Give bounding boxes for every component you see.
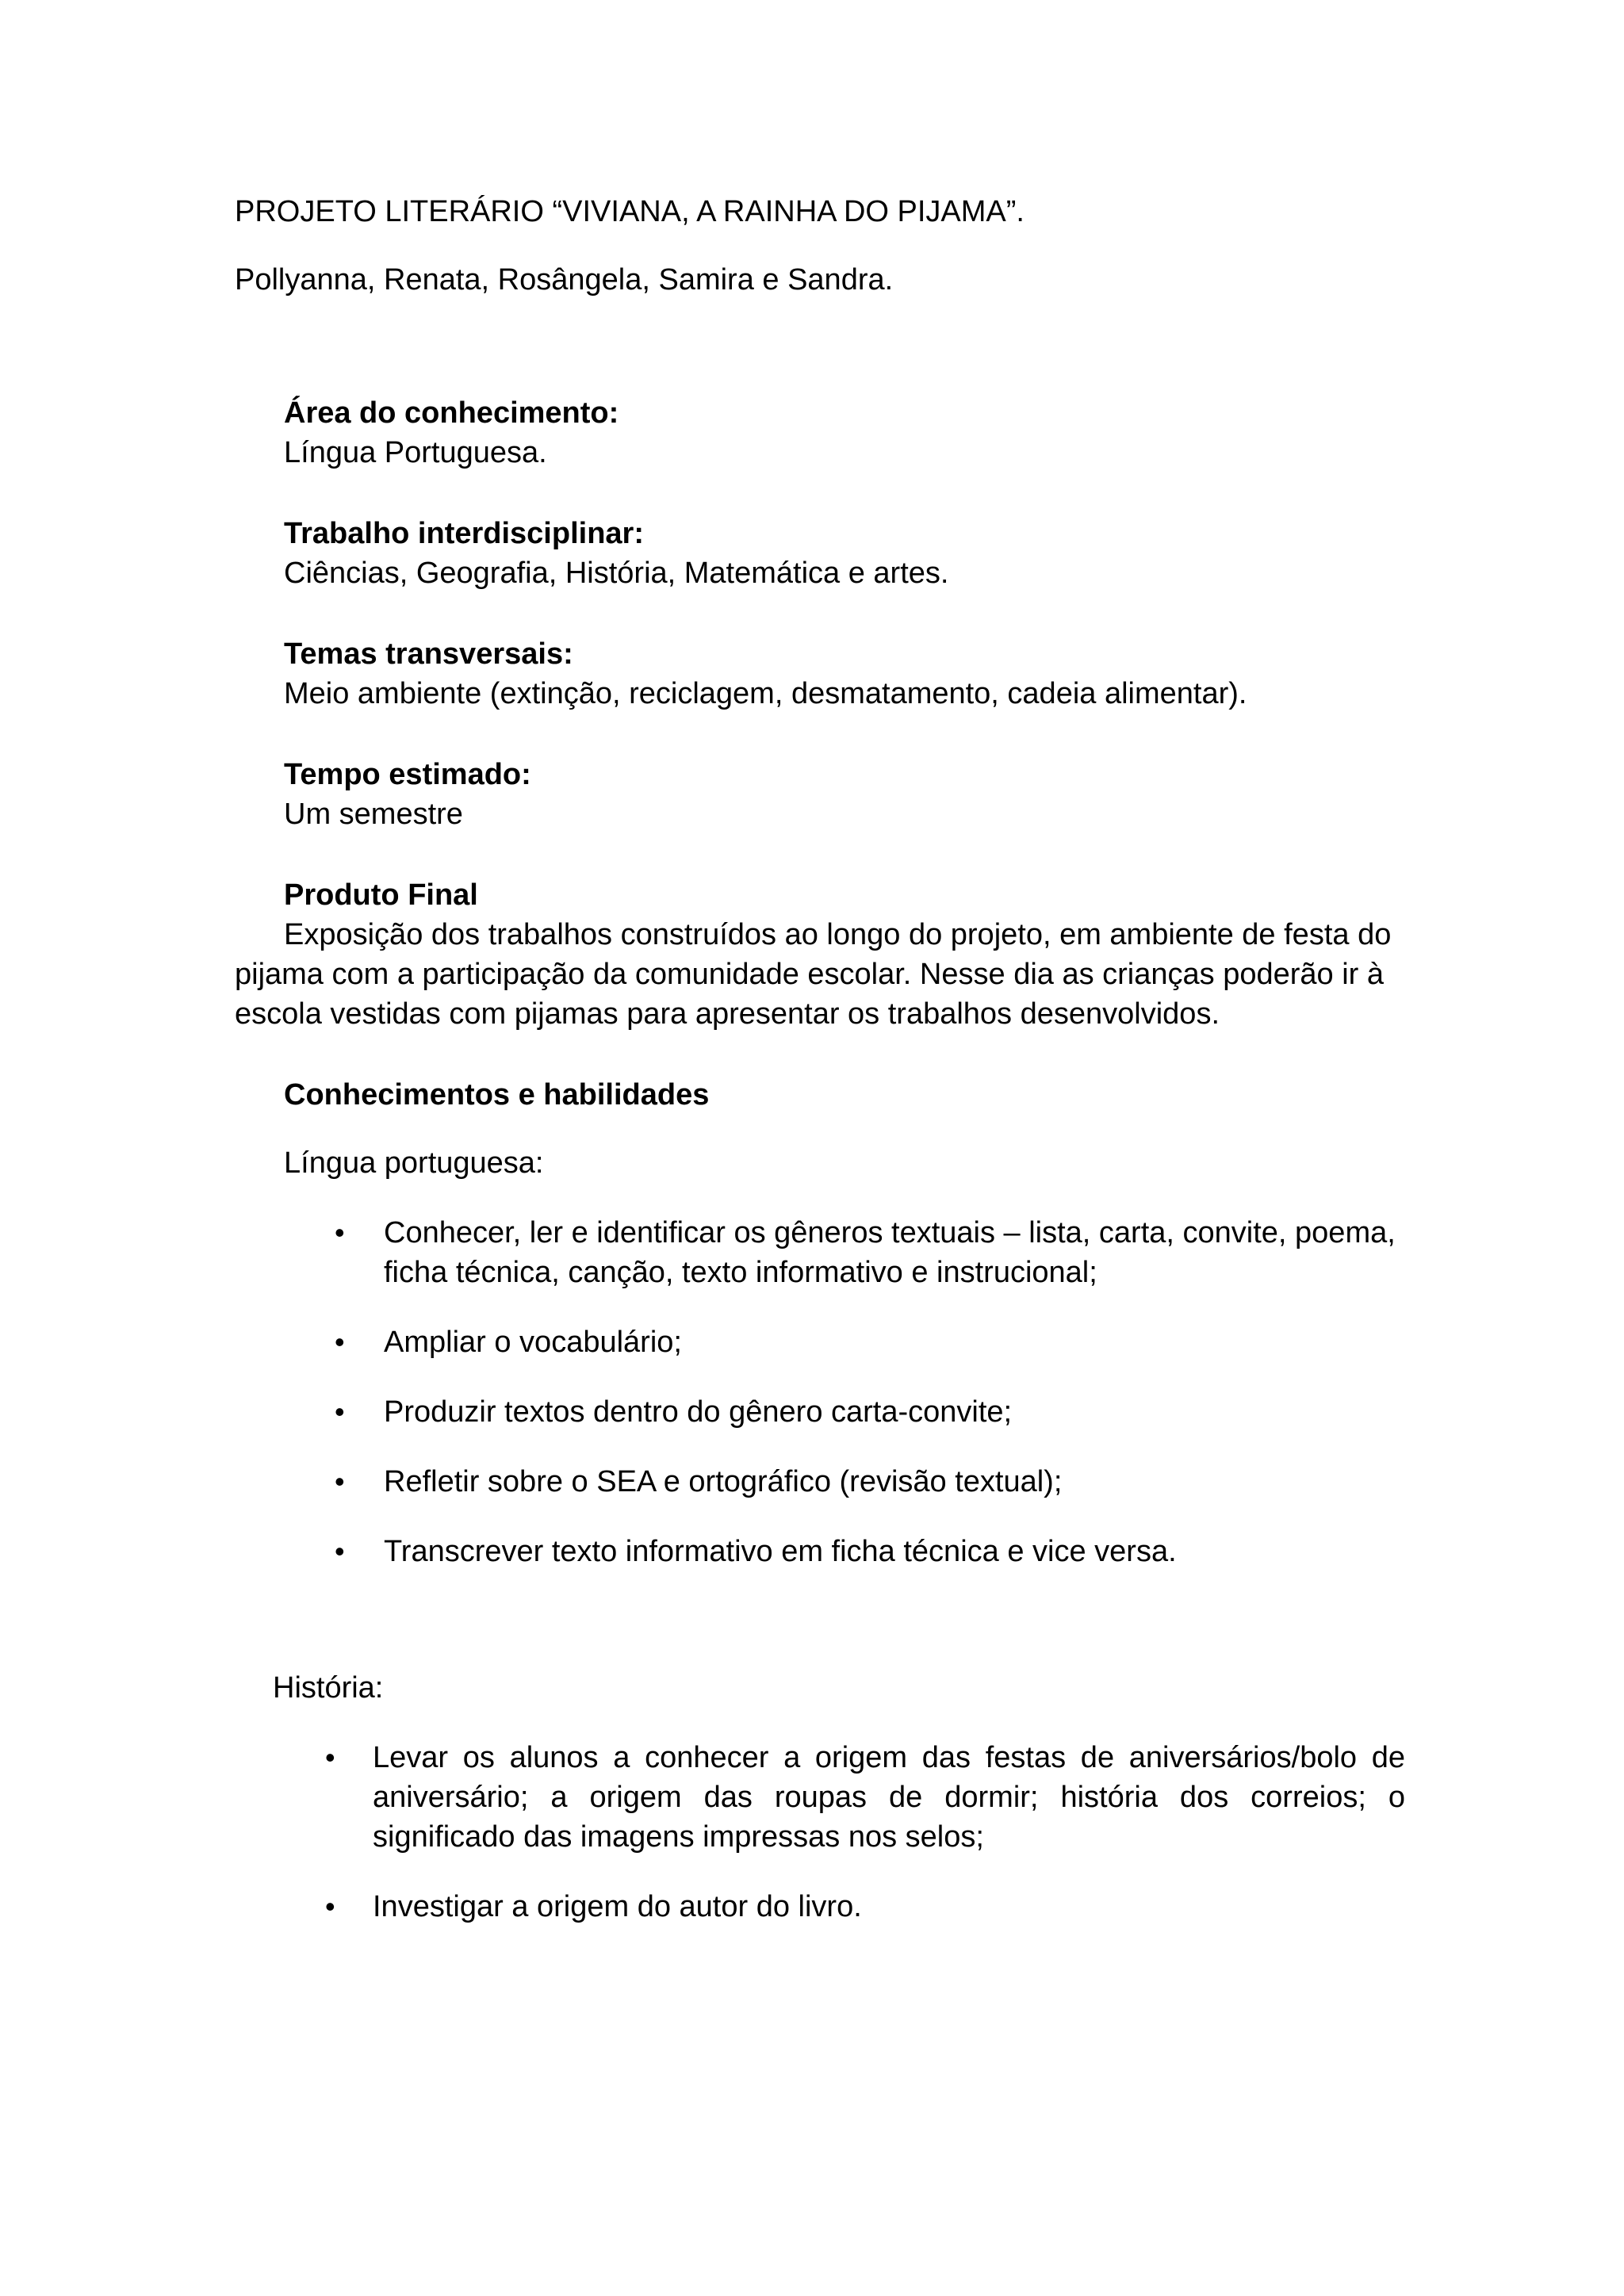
interdisciplinar-heading: Trabalho interdisciplinar: xyxy=(284,517,644,550)
document-title: PROJETO LITERÁRIO “VIVIANA, A RAINHA DO PIJAMA”. xyxy=(235,195,1025,228)
area-heading: Área do conhecimento: xyxy=(284,396,619,430)
bullet-icon: • xyxy=(325,1741,335,1774)
list-item: Refletir sobre o SEA e ortográfico (revisão textual); xyxy=(384,1465,1063,1498)
bullet-icon: • xyxy=(335,1535,345,1567)
document-authors: Pollyanna, Renata, Rosângela, Samira e Sandra. xyxy=(235,263,894,297)
interdisciplinar-value: Ciências, Geografia, História, Matemática e artes. xyxy=(284,557,949,590)
list-item-continuation: aniversário; a origem das roupas de dormir; história dos correios; o xyxy=(373,1781,1405,1814)
conhecimentos-heading: Conhecimentos e habilidades xyxy=(284,1078,710,1112)
bullet-icon: • xyxy=(335,1465,345,1498)
bullet-icon: • xyxy=(325,1890,335,1923)
produto-heading: Produto Final xyxy=(284,878,478,912)
historia-label: História: xyxy=(273,1671,384,1705)
list-item: Ampliar o vocabulário; xyxy=(384,1326,682,1359)
produto-line-2: pijama com a participação da comunidade escolar. Nesse dia as crianças poderão ir à xyxy=(235,958,1385,991)
area-value: Língua Portuguesa. xyxy=(284,436,547,469)
temas-value: Meio ambiente (extinção, reciclagem, desmatamento, cadeia alimentar). xyxy=(284,677,1247,710)
list-item: Transcrever texto informativo em ficha técnica e vice versa. xyxy=(384,1535,1177,1568)
produto-line-1: Exposição dos trabalhos construídos ao longo do projeto, em ambiente de festa do xyxy=(284,918,1392,951)
tempo-value: Um semestre xyxy=(284,798,463,831)
list-item-continuation: ficha técnica, canção, texto informativo e instrucional; xyxy=(384,1256,1097,1289)
produto-line-3: escola vestidas com pijamas para apresentar os trabalhos desenvolvidos. xyxy=(235,997,1220,1031)
tempo-heading: Tempo estimado: xyxy=(284,758,531,791)
list-item: Investigar a origem do autor do livro. xyxy=(373,1890,862,1923)
bullet-icon: • xyxy=(335,1395,345,1428)
list-item-continuation: significado das imagens impressas nos selos; xyxy=(373,1820,984,1854)
list-item: Produzir textos dentro do gênero carta-convite; xyxy=(384,1395,1013,1429)
lingua-label: Língua portuguesa: xyxy=(284,1146,544,1180)
bullet-icon: • xyxy=(335,1216,345,1249)
bullet-icon: • xyxy=(335,1326,345,1358)
list-item: Conhecer, ler e identificar os gêneros textuais – lista, carta, convite, poema, xyxy=(384,1216,1396,1249)
list-item: Levar os alunos a conhecer a origem das festas de aniversários/bolo de xyxy=(373,1741,1405,1774)
temas-heading: Temas transversais: xyxy=(284,637,573,671)
